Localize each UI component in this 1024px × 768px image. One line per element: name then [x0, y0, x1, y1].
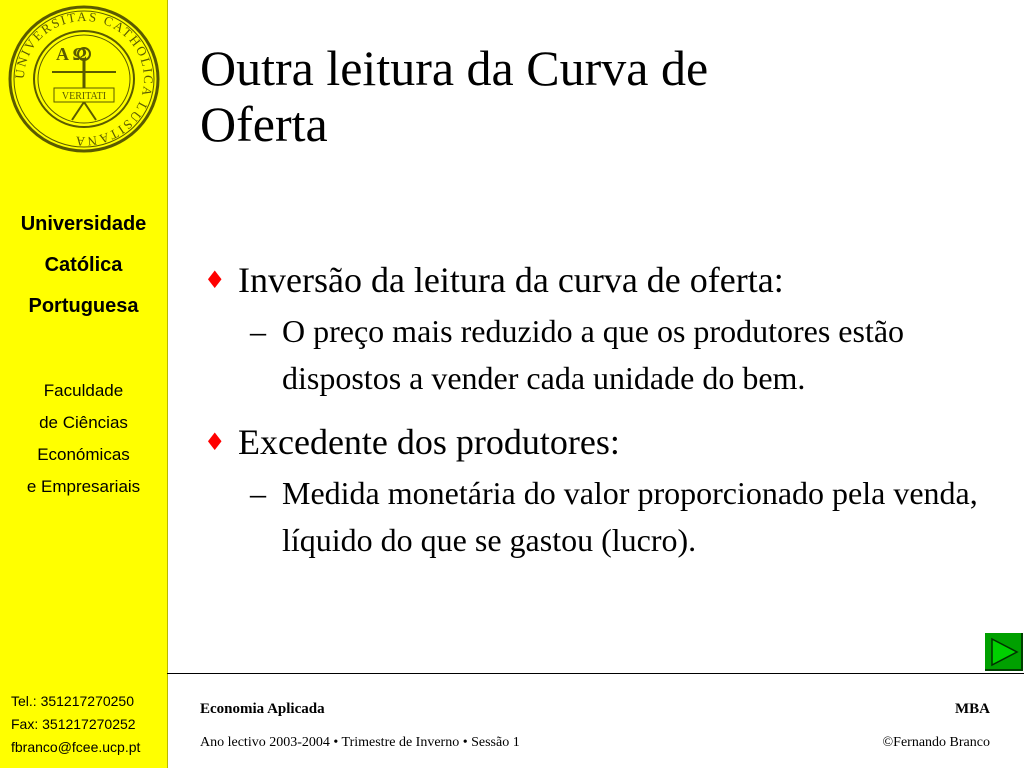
slide-title-line-1: Outra leitura da Curva de: [200, 40, 709, 96]
diamond-bullet-icon: ♦: [204, 266, 226, 294]
dash-bullet: –: [250, 313, 266, 349]
contact-tel: Tel.: 351217270250: [11, 693, 134, 709]
university-line-1: Universidade: [20, 213, 147, 235]
footer-divider: [167, 673, 1024, 674]
footer-program: MBA: [955, 701, 990, 717]
dash-bullet: –: [250, 475, 266, 511]
seal-ring-text: UNIVERSITAS CATHOLICA LUSITANA: [11, 8, 157, 150]
university-name: [0, 204, 167, 327]
bullet-item: [200, 258, 1000, 302]
bullet-list: [200, 258, 1000, 564]
faculty-line-1: Faculdade: [43, 381, 124, 400]
university-line-3: Portuguesa: [28, 295, 139, 317]
university-seal-logo: [4, 2, 164, 157]
bullet-text: Inversão da leitura da curva de oferta:: [238, 260, 784, 300]
contact-email[interactable]: fbranco@fcee.ucp.pt: [11, 739, 141, 755]
sub-bullet-item: [200, 308, 987, 402]
sub-bullet-text: O preço mais reduzido a que os produtores estão dispostos a vender cada unidade do bem.: [282, 313, 905, 396]
bullet-text: Excedente dos produtores:: [238, 422, 620, 462]
contact-fax: Fax: 351217270252: [11, 716, 136, 732]
footer-session: Ano lectivo 2003-2004 • Trimestre de Inverno • Sessão 1: [200, 735, 520, 750]
diamond-bullet-icon: ♦: [204, 428, 226, 456]
slide-title-line-2: Oferta: [200, 96, 328, 152]
sub-bullet-text: Medida monetária do valor proporcionado pela venda, líquido do que se gastou (lucro).: [282, 475, 978, 558]
sub-bullet-item: [200, 470, 987, 564]
sidebar: [0, 0, 168, 768]
seal-center-text: VERITATI: [61, 91, 107, 102]
bullet-item: [200, 420, 1000, 464]
seal-symbols: A Ω: [56, 44, 87, 64]
faculty-name: [0, 375, 167, 503]
contact-info: [11, 690, 167, 759]
university-line-2: Católica: [44, 254, 123, 276]
slide-title: [200, 40, 1000, 152]
faculty-line-4: e Empresariais: [26, 477, 141, 496]
faculty-line-3: Económicas: [37, 445, 130, 464]
next-slide-button[interactable]: [983, 631, 1023, 671]
footer-course: Economia Aplicada: [200, 701, 325, 717]
faculty-line-2: de Ciências: [39, 413, 128, 432]
play-right-icon: [989, 637, 1019, 667]
footer-author: ©Fernando Branco: [882, 735, 990, 750]
